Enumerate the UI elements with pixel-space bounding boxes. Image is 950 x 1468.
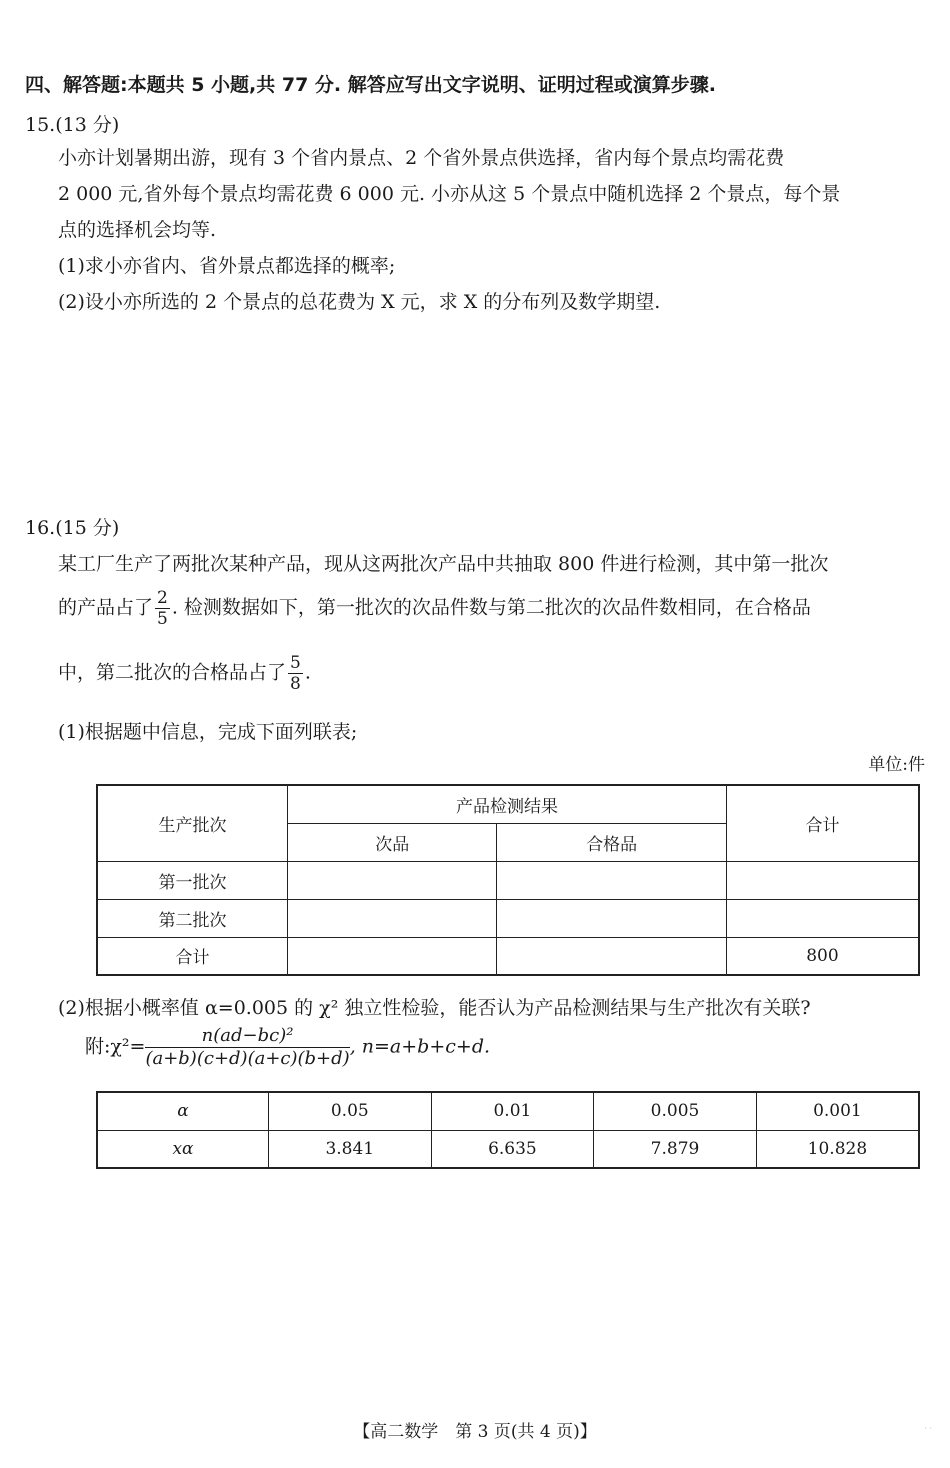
critical-value: 3.841 xyxy=(268,1130,431,1168)
q16-text: 中，第二批次的合格品占了 xyxy=(58,661,287,684)
page-footer: 【高二数学 第 3 页(共 4 页)】 xyxy=(353,1422,597,1442)
cell-defective xyxy=(288,861,497,899)
formula-fraction xyxy=(145,1025,349,1070)
table-row xyxy=(97,861,919,899)
header-qualified: 合格品 xyxy=(497,823,726,861)
q15-part1: (1)求小亦省内、省外景点都选择的概率; xyxy=(58,255,396,277)
q16-stem-line1: 某工厂生产了两批次某种产品，现从这两批次产品中共抽取 800 件进行检测，其中第一批次 xyxy=(58,553,829,575)
alpha-value: 0.001 xyxy=(756,1092,919,1130)
critical-value: 7.879 xyxy=(594,1130,757,1168)
header-batch: 生产批次 xyxy=(97,785,288,861)
q16-stem-line3 xyxy=(58,653,311,694)
fraction-denominator: 8 xyxy=(290,674,301,694)
table-row xyxy=(97,937,919,975)
header-result: 产品检测结果 xyxy=(288,785,727,823)
row-label: 合计 xyxy=(97,937,288,975)
q16-part2: (2)根据小概率值 α=0.005 的 χ² 独立性检验，能否认为产品检测结果与生产批次有关联? xyxy=(58,997,811,1019)
cell-qualified xyxy=(497,937,726,975)
q15-stem-line: 小亦计划暑期出游，现有 3 个省内景点、2 个省外景点供选择，省内每个景点均需花费 xyxy=(58,147,785,169)
fraction-five-eighths xyxy=(288,653,303,694)
alpha-label: α xyxy=(97,1092,268,1130)
formula-denominator: (a+b)(c+d)(a+c)(b+d) xyxy=(145,1048,350,1069)
critical-value: 10.828 xyxy=(756,1130,919,1168)
q16-text: 的产品占了 xyxy=(58,596,154,619)
q15-number: 15.(13 分) xyxy=(25,114,120,136)
row-label: 第二批次 xyxy=(97,899,288,937)
alpha-value: 0.01 xyxy=(431,1092,594,1130)
formula-suffix: , n=a+b+c+d. xyxy=(349,1035,491,1058)
chi-square-formula xyxy=(85,1025,490,1070)
fraction-denominator: 5 xyxy=(157,609,168,629)
q15-stem-line: 点的选择机会均等. xyxy=(58,219,217,241)
q15-part2: (2)设小亦所选的 2 个景点的总花费为 X 元，求 X 的分布列及数学期望. xyxy=(58,291,661,313)
formula-prefix: 附:χ²= xyxy=(85,1035,146,1058)
table-row xyxy=(97,899,919,937)
table-row xyxy=(97,1130,919,1168)
q15-stem-line: 2 000 元,省外每个景点均需花费 6 000 元. 小亦从这 5 个景点中随机选择 2 个景点，每个景 xyxy=(58,183,841,205)
q16-text: . xyxy=(304,661,311,684)
section-title: 四、解答题:本题共 5 小题,共 77 分. 解答应写出文字说明、证明过程或演算步骤. xyxy=(25,74,716,96)
table-row xyxy=(97,1092,919,1130)
fraction-numerator: 2 xyxy=(157,588,168,608)
row-label: 第一批次 xyxy=(97,861,288,899)
header-defective: 次品 xyxy=(288,823,497,861)
corner-mark: · · xyxy=(924,1424,932,1433)
contingency-table xyxy=(96,784,920,976)
formula-numerator: n(ad−bc)² xyxy=(145,1025,349,1048)
cell-qualified xyxy=(497,899,726,937)
fraction-numerator: 5 xyxy=(290,653,301,673)
critical-value-table xyxy=(96,1091,920,1169)
alpha-value: 0.005 xyxy=(594,1092,757,1130)
cell-qualified xyxy=(497,861,726,899)
x-alpha-label: xα xyxy=(97,1130,268,1168)
fraction-two-fifths xyxy=(155,588,170,629)
cell-total xyxy=(726,899,919,937)
q15-stem xyxy=(58,140,840,320)
header-total: 合计 xyxy=(726,785,919,861)
unit-label: 单位:件 xyxy=(868,755,925,775)
cell-defective xyxy=(288,937,497,975)
cell-total xyxy=(726,861,919,899)
q16-number: 16.(15 分) xyxy=(25,517,120,539)
cell-total: 800 xyxy=(726,937,919,975)
alpha-value: 0.05 xyxy=(268,1092,431,1130)
cell-defective xyxy=(288,899,497,937)
critical-value: 6.635 xyxy=(431,1130,594,1168)
q16-stem-line2 xyxy=(58,588,811,629)
q16-part1: (1)根据题中信息，完成下面列联表; xyxy=(58,721,358,743)
q16-text: . 检测数据如下，第一批次的次品件数与第二批次的次品件数相同，在合格品 xyxy=(171,596,811,619)
